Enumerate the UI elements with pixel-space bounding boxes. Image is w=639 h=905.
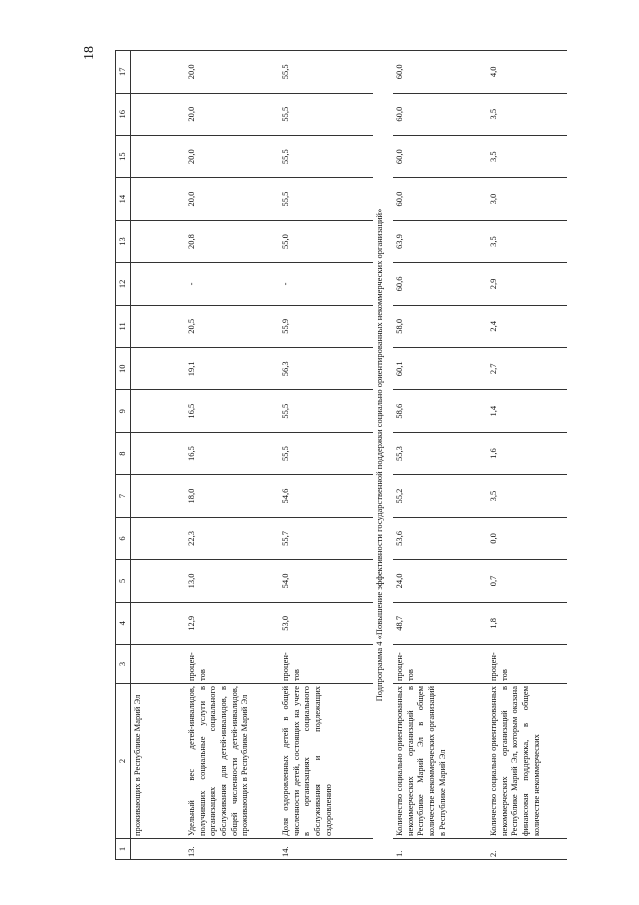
value-cell: 54,0 bbox=[279, 560, 373, 602]
row-number: 2. bbox=[487, 839, 567, 860]
table-row-continuation bbox=[131, 51, 186, 860]
value-cell: 20,0 bbox=[185, 93, 279, 135]
value-cell: 19,1 bbox=[185, 348, 279, 390]
indicator-name: Количество социально ориентированных некоммерческих организаций в Республике Марий Эл, которым оказана финансовая поддержка, в общем количестве некоммерческих bbox=[487, 684, 567, 839]
value-cell: 55,5 bbox=[279, 93, 373, 135]
value-cell: 16,5 bbox=[185, 390, 279, 432]
value-cell: 2,4 bbox=[487, 305, 567, 347]
header-col-15: 15 bbox=[116, 135, 131, 177]
value-cell: 60,6 bbox=[393, 263, 487, 305]
value-cell: 53,6 bbox=[393, 517, 487, 559]
row-number: 13. bbox=[185, 839, 279, 860]
value-cell: 2,9 bbox=[487, 263, 567, 305]
value-cell: 20,5 bbox=[185, 305, 279, 347]
header-col-5: 5 bbox=[116, 560, 131, 602]
value-cell: 20,0 bbox=[185, 135, 279, 177]
value-cell: 20,0 bbox=[185, 51, 279, 94]
value-cell: 0,0 bbox=[487, 517, 567, 559]
header-col-4: 4 bbox=[116, 602, 131, 644]
value-cell: 55,5 bbox=[279, 390, 373, 432]
value-cell: 55,5 bbox=[279, 135, 373, 177]
value-cell: 60,1 bbox=[393, 348, 487, 390]
table-header-row bbox=[116, 51, 131, 860]
value-cell: 2,7 bbox=[487, 348, 567, 390]
value-cell: 3,5 bbox=[487, 475, 567, 517]
header-col-3: 3 bbox=[116, 645, 131, 684]
header-col-13: 13 bbox=[116, 220, 131, 262]
header-col-11: 11 bbox=[116, 305, 131, 347]
value-cell: 1,4 bbox=[487, 390, 567, 432]
table-row bbox=[185, 51, 279, 860]
value-cell: 20,0 bbox=[185, 178, 279, 220]
table-row bbox=[487, 51, 567, 860]
indicator-name: Количество социально ориентированных некоммерческих организаций в Республике Марий Эл в общем количестве некоммерческих организаций в Республике Марий Эл bbox=[393, 684, 487, 839]
value-cell: 60,0 bbox=[393, 178, 487, 220]
indicators-table bbox=[115, 50, 567, 860]
value-cell: 55,5 bbox=[279, 178, 373, 220]
value-cell: 58,0 bbox=[393, 305, 487, 347]
header-col-12: 12 bbox=[116, 263, 131, 305]
value-cell: 3,5 bbox=[487, 135, 567, 177]
header-col-16: 16 bbox=[116, 93, 131, 135]
unit: процен-тов bbox=[393, 645, 487, 684]
value-cell: 13,0 bbox=[185, 560, 279, 602]
value-cell: 24,0 bbox=[393, 560, 487, 602]
value-cell: 48,7 bbox=[393, 602, 487, 644]
value-cell: 16,5 bbox=[185, 432, 279, 474]
subprogram-title: Подпрограмма 4 «Повышение эффективности государственной поддержки социально ориентированных некоммерческих организаций» bbox=[373, 51, 393, 860]
value-cell: 60,0 bbox=[393, 135, 487, 177]
row-number: 1. bbox=[393, 839, 487, 860]
header-col-1: 1 bbox=[116, 839, 131, 860]
value-cell: 1,6 bbox=[487, 432, 567, 474]
header-col-9: 9 bbox=[116, 390, 131, 432]
value-cell: 55,5 bbox=[279, 51, 373, 94]
unit: процен-тов bbox=[487, 645, 567, 684]
unit: процен-тов bbox=[185, 645, 279, 684]
value-cell: 20,8 bbox=[185, 220, 279, 262]
indicator-name: Удельный вес детей-инвалидов, получивших социальные услуги в организациях социального обслуживания для детей-инвалидов, в общей численности детей-инвалидов, проживающих в Республике Марий Эл bbox=[185, 684, 279, 839]
value-cell: 53,0 bbox=[279, 602, 373, 644]
value-cell: 56,3 bbox=[279, 348, 373, 390]
value-cell: 54,6 bbox=[279, 475, 373, 517]
value-cell: 55,5 bbox=[279, 432, 373, 474]
subprogram-title-row bbox=[373, 51, 393, 860]
value-cell: 60,0 bbox=[393, 51, 487, 94]
value-cell: 55,2 bbox=[393, 475, 487, 517]
header-col-7: 7 bbox=[116, 475, 131, 517]
indicator-name: Доля оздоровленных детей в общей численности детей, состоящих на учете в организациях социального обслуживания и подлежащих оздоровлению bbox=[279, 684, 373, 839]
value-cell: 55,3 bbox=[393, 432, 487, 474]
continuation-text: проживающих в Республике Марий Эл bbox=[131, 684, 186, 839]
value-cell: 58,6 bbox=[393, 390, 487, 432]
page-number: 18 bbox=[82, 46, 97, 60]
value-cell: 0,7 bbox=[487, 560, 567, 602]
value-cell: 3,5 bbox=[487, 220, 567, 262]
table-row bbox=[279, 51, 373, 860]
header-col-8: 8 bbox=[116, 432, 131, 474]
value-cell: 55,9 bbox=[279, 305, 373, 347]
unit: процен-тов bbox=[279, 645, 373, 684]
value-cell: 55,0 bbox=[279, 220, 373, 262]
table-row bbox=[393, 51, 487, 860]
value-cell: 12,9 bbox=[185, 602, 279, 644]
header-col-14: 14 bbox=[116, 178, 131, 220]
value-cell: 60,0 bbox=[393, 93, 487, 135]
header-col-2: 2 bbox=[116, 684, 131, 839]
value-cell: - bbox=[279, 263, 373, 305]
value-cell: 22,3 bbox=[185, 517, 279, 559]
header-col-17: 17 bbox=[116, 51, 131, 94]
row-number: 14. bbox=[279, 839, 373, 860]
value-cell: 4,0 bbox=[487, 51, 567, 94]
value-cell: - bbox=[185, 263, 279, 305]
value-cell: 3,0 bbox=[487, 178, 567, 220]
rotated-table-container bbox=[115, 50, 541, 860]
value-cell: 55,7 bbox=[279, 517, 373, 559]
value-cell: 63,9 bbox=[393, 220, 487, 262]
value-cell: 1,8 bbox=[487, 602, 567, 644]
value-cell: 18,0 bbox=[185, 475, 279, 517]
header-col-10: 10 bbox=[116, 348, 131, 390]
value-cell: 3,5 bbox=[487, 93, 567, 135]
header-col-6: 6 bbox=[116, 517, 131, 559]
